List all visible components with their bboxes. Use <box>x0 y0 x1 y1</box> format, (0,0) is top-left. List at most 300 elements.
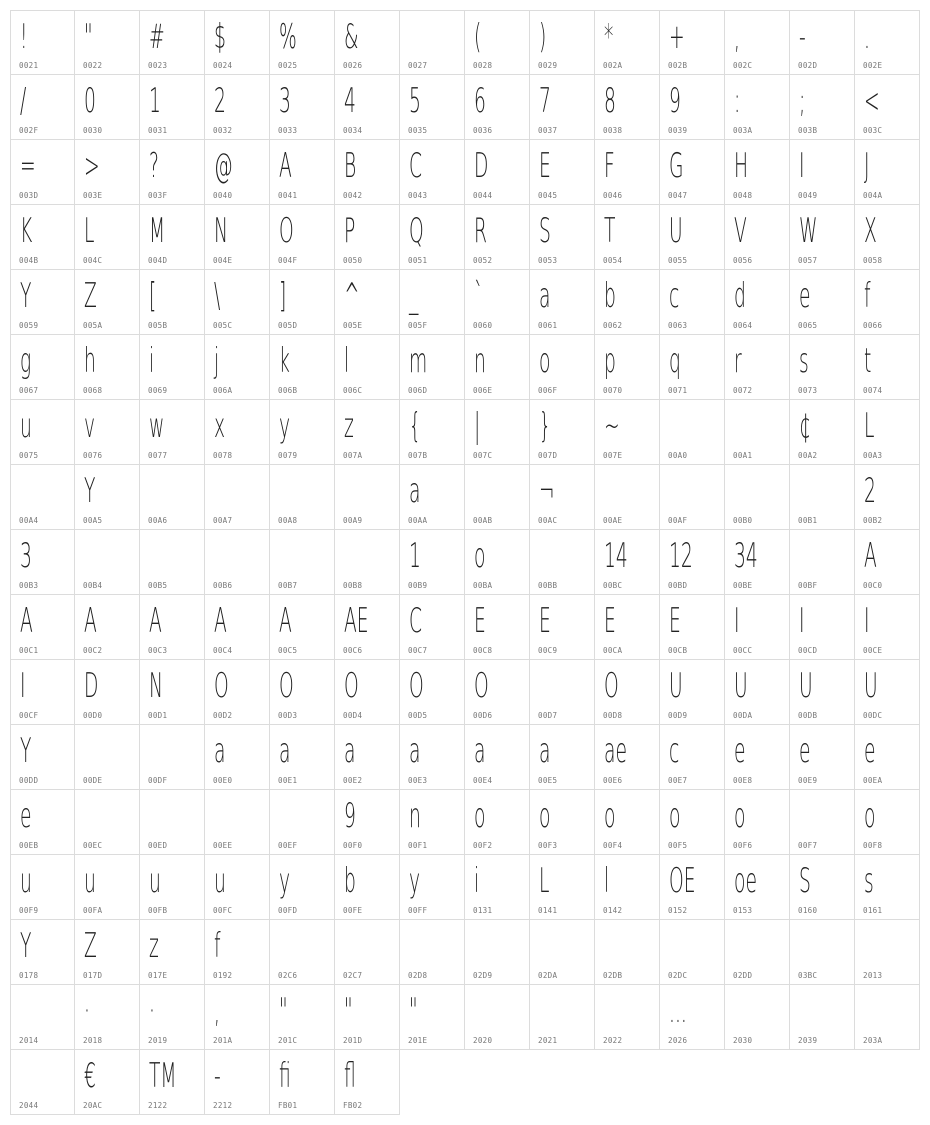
glyph-preview: r <box>734 341 742 381</box>
glyph-cell <box>660 270 725 335</box>
glyph-cell <box>10 75 75 140</box>
glyph-cell <box>205 465 270 530</box>
codepoint-label: 00D3 <box>278 711 298 720</box>
glyph-cell <box>465 205 530 270</box>
codepoint-label: 00E8 <box>733 776 753 785</box>
glyph-preview: O <box>474 666 489 706</box>
glyph-preview: a <box>409 731 421 771</box>
glyph-cell <box>725 465 790 530</box>
glyph-preview: o <box>734 796 746 836</box>
glyph-cell <box>465 725 530 790</box>
glyph-preview: O <box>214 666 229 706</box>
codepoint-label: 00F1 <box>408 841 428 850</box>
glyph-preview: ¢ <box>799 406 811 446</box>
glyph-cell <box>205 660 270 725</box>
glyph-cell <box>855 400 920 465</box>
glyph-cell <box>465 270 530 335</box>
glyph-cell <box>335 270 400 335</box>
glyph-cell <box>10 400 75 465</box>
glyph-preview: [ <box>149 276 157 316</box>
codepoint-label: 00D9 <box>668 711 688 720</box>
codepoint-label: 0072 <box>733 386 753 395</box>
glyph-preview: t <box>864 341 872 381</box>
glyph-cell <box>660 75 725 140</box>
glyph-preview: K <box>20 211 33 251</box>
glyph-cell <box>335 400 400 465</box>
glyph-preview: OE <box>669 861 696 901</box>
glyph-cell <box>855 985 920 1050</box>
codepoint-label: 0039 <box>668 126 688 135</box>
codepoint-label: 00F9 <box>19 906 39 915</box>
glyph-cell <box>400 75 465 140</box>
codepoint-label: 0131 <box>473 906 493 915</box>
glyph-preview: D <box>84 666 99 706</box>
glyph-cell <box>725 790 790 855</box>
glyph-cell <box>205 140 270 205</box>
codepoint-label: 00EA <box>863 776 883 785</box>
codepoint-label: 00C6 <box>343 646 363 655</box>
codepoint-label: 005A <box>83 321 103 330</box>
glyph-cell <box>530 270 595 335</box>
glyph-preview: Z <box>84 276 97 316</box>
glyph-preview: y <box>279 406 291 446</box>
codepoint-label: 00CE <box>863 646 883 655</box>
codepoint-label: 0052 <box>473 256 493 265</box>
codepoint-label: 0048 <box>733 191 753 200</box>
glyph-preview: I <box>20 666 26 706</box>
glyph-cell <box>10 790 75 855</box>
glyph-preview: E <box>539 601 551 641</box>
glyph-cell <box>660 660 725 725</box>
codepoint-label: 00B5 <box>148 581 168 590</box>
glyph-cell <box>335 10 400 75</box>
glyph-preview: I <box>864 601 870 641</box>
glyph-cell <box>270 335 335 400</box>
codepoint-label: 0069 <box>148 386 168 395</box>
glyph-preview: ae <box>604 731 627 771</box>
glyph-cell <box>270 920 335 985</box>
codepoint-label: 00BC <box>603 581 623 590</box>
glyph-cell <box>530 335 595 400</box>
codepoint-label: 0036 <box>473 126 493 135</box>
codepoint-label: 00F6 <box>733 841 753 850</box>
codepoint-label: 00AC <box>538 516 558 525</box>
glyph-preview: A <box>279 601 292 641</box>
glyph-preview: 9 <box>669 81 681 121</box>
glyph-cell <box>270 400 335 465</box>
codepoint-label: 007C <box>473 451 493 460</box>
glyph-cell <box>725 595 790 660</box>
codepoint-label: 2212 <box>213 1101 233 1110</box>
codepoint-label: 20AC <box>83 1101 103 1110</box>
codepoint-label: 2022 <box>603 1036 623 1045</box>
glyph-cell <box>660 400 725 465</box>
codepoint-label: 2021 <box>538 1036 558 1045</box>
glyph-cell <box>855 530 920 595</box>
glyph-preview: M <box>149 211 166 251</box>
glyph-preview: O <box>604 666 619 706</box>
glyph-cell <box>790 530 855 595</box>
glyph-preview: S <box>539 211 551 251</box>
glyph-preview: fl <box>344 1056 356 1096</box>
codepoint-label: 201D <box>343 1036 363 1045</box>
glyph-cell <box>725 335 790 400</box>
codepoint-label: 0055 <box>668 256 688 265</box>
codepoint-label: 0142 <box>603 906 623 915</box>
glyph-preview: u <box>20 861 32 901</box>
glyph-cell <box>530 660 595 725</box>
glyph-preview: N <box>214 211 228 251</box>
codepoint-label: 006B <box>278 386 298 395</box>
codepoint-label: 0046 <box>603 191 623 200</box>
glyph-cell <box>270 205 335 270</box>
glyph-preview: X <box>864 211 877 251</box>
glyph-cell <box>465 465 530 530</box>
glyph-cell <box>465 855 530 920</box>
codepoint-label: 0059 <box>19 321 39 330</box>
glyph-preview: Y <box>20 276 32 316</box>
codepoint-label: 0075 <box>19 451 39 460</box>
glyph-cell <box>270 530 335 595</box>
glyph-preview: a <box>539 731 551 771</box>
glyph-cell <box>530 985 595 1050</box>
codepoint-label: 004D <box>148 256 168 265</box>
codepoint-label: 005C <box>213 321 233 330</box>
codepoint-label: 0023 <box>148 61 168 70</box>
glyph-preview: U <box>669 211 683 251</box>
codepoint-label: 005B <box>148 321 168 330</box>
glyph-cell <box>530 400 595 465</box>
codepoint-label: 2026 <box>668 1036 688 1045</box>
codepoint-label: 00DA <box>733 711 753 720</box>
glyph-cell <box>335 660 400 725</box>
codepoint-label: 00A3 <box>863 451 883 460</box>
codepoint-label: 201C <box>278 1036 298 1045</box>
glyph-cell <box>10 530 75 595</box>
glyph-preview: o <box>474 536 486 576</box>
codepoint-label: 007E <box>603 451 623 460</box>
codepoint-label: 00C9 <box>538 646 558 655</box>
glyph-cell <box>660 530 725 595</box>
glyph-preview: I <box>734 601 740 641</box>
codepoint-label: 0027 <box>408 61 428 70</box>
glyph-preview: ] <box>279 276 287 316</box>
codepoint-label: 006D <box>408 386 428 395</box>
glyph-preview: Y <box>20 731 32 771</box>
glyph-preview: i <box>474 861 480 901</box>
glyph-cell <box>595 595 660 660</box>
codepoint-label: 0025 <box>278 61 298 70</box>
glyph-cell <box>205 725 270 790</box>
codepoint-label: 02D9 <box>473 971 493 980</box>
glyph-cell <box>660 985 725 1050</box>
codepoint-label: 0065 <box>798 321 818 330</box>
glyph-preview: n <box>474 341 486 381</box>
codepoint-label: 00D7 <box>538 711 558 720</box>
glyph-preview: / <box>20 81 27 121</box>
glyph-preview: ? <box>149 146 159 186</box>
codepoint-label: 00D1 <box>148 711 168 720</box>
glyph-cell <box>855 75 920 140</box>
glyph-preview: Q <box>409 211 424 251</box>
glyph-cell <box>660 10 725 75</box>
glyph-preview: 7 <box>539 81 551 121</box>
codepoint-label: 00AE <box>603 516 623 525</box>
glyph-preview: " <box>344 991 353 1031</box>
codepoint-label: 02D8 <box>408 971 428 980</box>
glyph-preview: L <box>864 406 875 446</box>
glyph-cell <box>75 205 140 270</box>
glyph-preview: ( <box>474 17 482 57</box>
glyph-preview: { <box>409 406 421 446</box>
glyph-cell <box>10 985 75 1050</box>
glyph-cell <box>725 725 790 790</box>
glyph-preview: E <box>539 146 551 186</box>
glyph-preview: 3 <box>279 81 291 121</box>
glyph-preview: e <box>864 731 876 771</box>
codepoint-label: 004E <box>213 256 233 265</box>
codepoint-label: 00D4 <box>343 711 363 720</box>
codepoint-label: 00EE <box>213 841 233 850</box>
codepoint-label: 00DD <box>19 776 39 785</box>
glyph-cell <box>270 270 335 335</box>
codepoint-label: 00B6 <box>213 581 233 590</box>
codepoint-label: 00BB <box>538 581 558 590</box>
codepoint-label: 00D0 <box>83 711 103 720</box>
glyph-cell <box>790 725 855 790</box>
codepoint-label: 0066 <box>863 321 883 330</box>
codepoint-label: 00A2 <box>798 451 818 460</box>
glyph-cell <box>270 725 335 790</box>
glyph-cell <box>855 10 920 75</box>
codepoint-label: 00CD <box>798 646 818 655</box>
glyph-preview: , <box>214 991 220 1031</box>
glyph-preview: 4 <box>344 81 356 121</box>
glyph-cell <box>790 270 855 335</box>
codepoint-label: 0041 <box>278 191 298 200</box>
codepoint-label: 0067 <box>19 386 39 395</box>
glyph-preview: O <box>409 666 424 706</box>
codepoint-label: 00AF <box>668 516 688 525</box>
glyph-cell <box>400 595 465 660</box>
glyph-cell <box>400 270 465 335</box>
codepoint-label: 00E5 <box>538 776 558 785</box>
codepoint-label: 0053 <box>538 256 558 265</box>
glyph-preview: b <box>604 276 616 316</box>
glyph-cell <box>660 140 725 205</box>
codepoint-label: 0045 <box>538 191 558 200</box>
glyph-cell <box>335 725 400 790</box>
codepoint-label: 005F <box>408 321 428 330</box>
glyph-cell <box>205 75 270 140</box>
glyph-cell <box>205 400 270 465</box>
glyph-cell <box>400 725 465 790</box>
glyph-preview: s <box>864 861 874 901</box>
glyph-preview: o <box>474 796 486 836</box>
glyph-cell <box>270 465 335 530</box>
glyph-preview: _ <box>409 276 419 316</box>
glyph-preview: L <box>84 211 95 251</box>
glyph-cell <box>75 790 140 855</box>
codepoint-label: 2030 <box>733 1036 753 1045</box>
glyph-preview: U <box>799 666 813 706</box>
glyph-cell <box>595 660 660 725</box>
glyph-cell <box>400 400 465 465</box>
glyph-cell <box>75 595 140 660</box>
glyph-cell <box>465 10 530 75</box>
glyph-cell <box>140 985 205 1050</box>
codepoint-label: 00BF <box>798 581 818 590</box>
glyph-cell <box>10 205 75 270</box>
codepoint-label: 00E7 <box>668 776 688 785</box>
glyph-cell <box>465 985 530 1050</box>
glyph-cell <box>140 1050 205 1115</box>
glyph-cell <box>595 270 660 335</box>
glyph-cell <box>400 10 465 75</box>
codepoint-label: 0076 <box>83 451 103 460</box>
glyph-cell <box>725 10 790 75</box>
codepoint-label: 0047 <box>668 191 688 200</box>
glyph-cell <box>725 270 790 335</box>
glyph-cell <box>400 335 465 400</box>
glyph-preview: i <box>149 341 155 381</box>
glyph-cell <box>790 400 855 465</box>
codepoint-label: 007B <box>408 451 428 460</box>
codepoint-label: 00F0 <box>343 841 363 850</box>
glyph-preview: P <box>344 211 356 251</box>
glyph-cell <box>75 725 140 790</box>
codepoint-label: 00B2 <box>863 516 883 525</box>
glyph-cell <box>75 985 140 1050</box>
glyph-preview: A <box>149 601 162 641</box>
glyph-preview: E <box>669 601 681 641</box>
glyph-preview: oe <box>734 861 757 901</box>
glyph-preview: o <box>864 796 876 836</box>
glyph-cell <box>140 270 205 335</box>
glyph-preview: A <box>20 601 33 641</box>
codepoint-label: 00B0 <box>733 516 753 525</box>
glyph-preview: € <box>84 1056 96 1096</box>
glyph-preview: 14 <box>604 536 628 576</box>
glyph-cell <box>335 920 400 985</box>
glyph-preview: m <box>409 341 428 381</box>
glyph-cell <box>140 920 205 985</box>
codepoint-label: 00FD <box>278 906 298 915</box>
codepoint-label: 2122 <box>148 1101 168 1110</box>
glyph-cell <box>10 140 75 205</box>
glyph-cell <box>595 920 660 985</box>
glyph-cell <box>140 660 205 725</box>
codepoint-label: 00DF <box>148 776 168 785</box>
codepoint-label: 00DE <box>83 776 103 785</box>
glyph-cell <box>75 75 140 140</box>
glyph-preview: 6 <box>474 81 486 121</box>
codepoint-label: 006E <box>473 386 493 395</box>
glyph-preview: d <box>734 276 746 316</box>
codepoint-label: 005D <box>278 321 298 330</box>
glyph-preview: ~ <box>604 406 620 446</box>
glyph-preview: > <box>84 146 100 186</box>
codepoint-label: 003E <box>83 191 103 200</box>
glyph-cell <box>335 530 400 595</box>
codepoint-label: 0064 <box>733 321 753 330</box>
codepoint-label: 0062 <box>603 321 623 330</box>
glyph-cell <box>10 270 75 335</box>
codepoint-label: 2013 <box>863 971 883 980</box>
codepoint-label: 0058 <box>863 256 883 265</box>
glyph-cell <box>140 530 205 595</box>
glyph-preview: " <box>409 991 418 1031</box>
glyph-preview: 5 <box>409 81 421 121</box>
codepoint-label: 003A <box>733 126 753 135</box>
codepoint-label: 02C6 <box>278 971 298 980</box>
glyph-preview: n <box>409 796 421 836</box>
codepoint-label: 00BD <box>668 581 688 590</box>
glyph-cell <box>270 75 335 140</box>
glyph-preview: u <box>84 861 96 901</box>
glyph-cell <box>790 465 855 530</box>
codepoint-label: 00B3 <box>19 581 39 590</box>
glyph-preview: T <box>604 211 616 251</box>
codepoint-label: 004C <box>83 256 103 265</box>
glyph-preview: AE <box>344 601 369 641</box>
glyph-preview: 9 <box>344 796 356 836</box>
glyph-cell <box>790 205 855 270</box>
glyph-cell <box>530 920 595 985</box>
glyph-cell <box>270 985 335 1050</box>
glyph-preview: U <box>669 666 683 706</box>
glyph-cell <box>10 725 75 790</box>
codepoint-label: 00C0 <box>863 581 883 590</box>
glyph-cell <box>790 140 855 205</box>
codepoint-label: 00D2 <box>213 711 233 720</box>
glyph-cell <box>725 140 790 205</box>
glyph-cell <box>270 660 335 725</box>
glyph-cell <box>10 465 75 530</box>
glyph-cell <box>790 595 855 660</box>
glyph-preview: 8 <box>604 81 616 121</box>
codepoint-label: 00C8 <box>473 646 493 655</box>
glyph-cell <box>465 790 530 855</box>
codepoint-label: 00F5 <box>668 841 688 850</box>
glyph-cell <box>205 335 270 400</box>
glyph-preview: j <box>214 341 220 381</box>
glyph-preview: D <box>474 146 489 186</box>
codepoint-label: 0028 <box>473 61 493 70</box>
glyph-preview: U <box>734 666 748 706</box>
glyph-cell <box>855 855 920 920</box>
codepoint-label: 0070 <box>603 386 623 395</box>
glyph-cell <box>855 920 920 985</box>
codepoint-label: 002C <box>733 61 753 70</box>
codepoint-label: 0044 <box>473 191 493 200</box>
codepoint-label: 00EF <box>278 841 298 850</box>
codepoint-label: 00D6 <box>473 711 493 720</box>
codepoint-label: 0026 <box>343 61 363 70</box>
codepoint-label: 02DC <box>668 971 688 980</box>
codepoint-label: 00C4 <box>213 646 233 655</box>
glyph-cell <box>595 400 660 465</box>
glyph-preview: e <box>799 276 811 316</box>
codepoint-label: 0060 <box>473 321 493 330</box>
codepoint-label: 005E <box>343 321 363 330</box>
glyph-cell <box>140 790 205 855</box>
codepoint-label: 00FC <box>213 906 233 915</box>
glyph-cell <box>140 725 205 790</box>
glyph-preview: C <box>409 601 423 641</box>
glyph-cell <box>855 725 920 790</box>
glyph-preview: % <box>279 17 297 57</box>
